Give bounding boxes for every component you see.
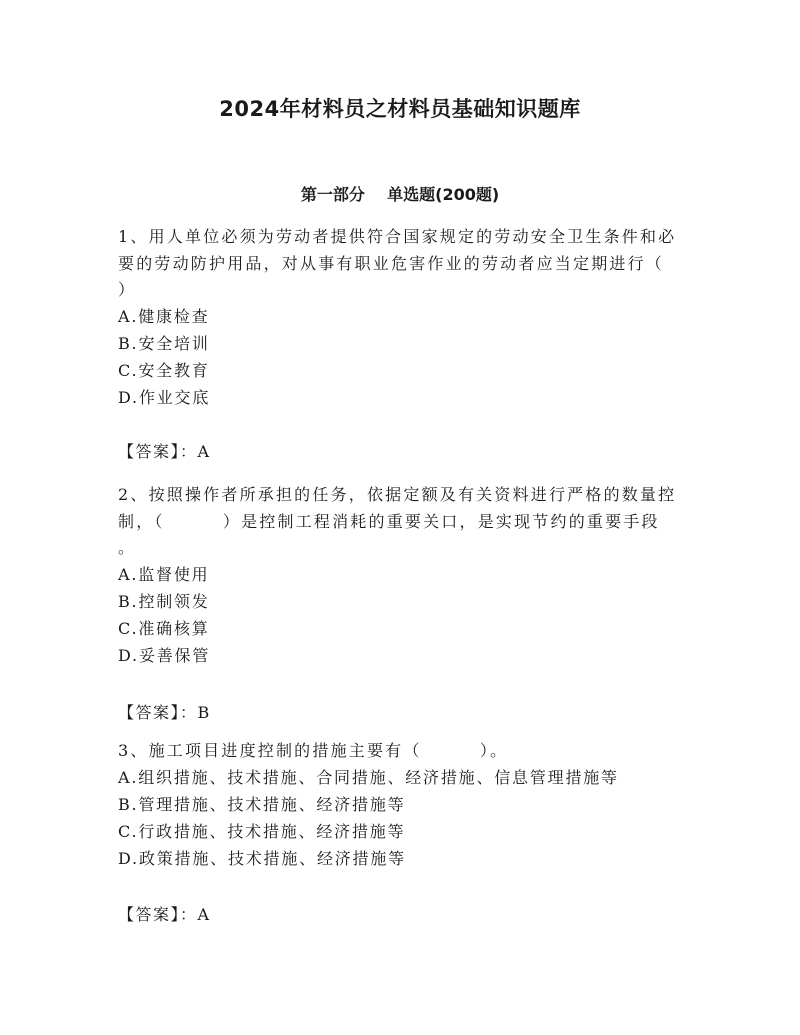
answer: 【答案】：A [118,442,211,461]
question-stem-line: 3、施工项目进度控制的措施主要有（ ）。 [118,741,509,760]
question-stem-line: 要的劳动防护用品，对从事有职业危害作业的劳动者应当定期进行（ [118,254,665,273]
document-title: 2024年材料员之材料员基础知识题库 [219,97,581,121]
question-stem-line: 2、按照操作者所承担的任务，依据定额及有关资料进行严格的数量控 [118,485,677,504]
option-b: B.安全培训 [118,334,210,353]
answer: 【答案】：A [118,905,211,924]
question-stem-line: 。 [118,538,137,557]
option-c: C.准确核算 [118,619,210,638]
option-c: C.安全教育 [118,361,210,380]
option-d: D.政策措施、技术措施、经济措施等 [118,849,406,868]
option-b: B.控制领发 [118,592,210,611]
question-stem-line: ） [118,280,137,299]
option-d: D.作业交底 [118,388,211,407]
option-a: A.监督使用 [118,565,210,584]
question-stem-line: 制，（ ）是控制工程消耗的重要关口，是实现节约的重要手段 [118,512,660,531]
question-stem-line: 1、用人单位必须为劳动者提供符合国家规定的劳动安全卫生条件和必 [118,227,677,246]
option-b: B.管理措施、技术措施、经济措施等 [118,795,406,814]
option-a: A.健康检查 [118,307,210,326]
section-title: 第一部分 单选题(200题) [300,185,500,204]
option-d: D.妥善保管 [118,646,211,665]
option-a: A.组织措施、技术措施、合同措施、经济措施、信息管理措施等 [118,768,619,787]
answer: 【答案】：B [118,703,211,722]
option-c: C.行政措施、技术措施、经济措施等 [118,822,406,841]
